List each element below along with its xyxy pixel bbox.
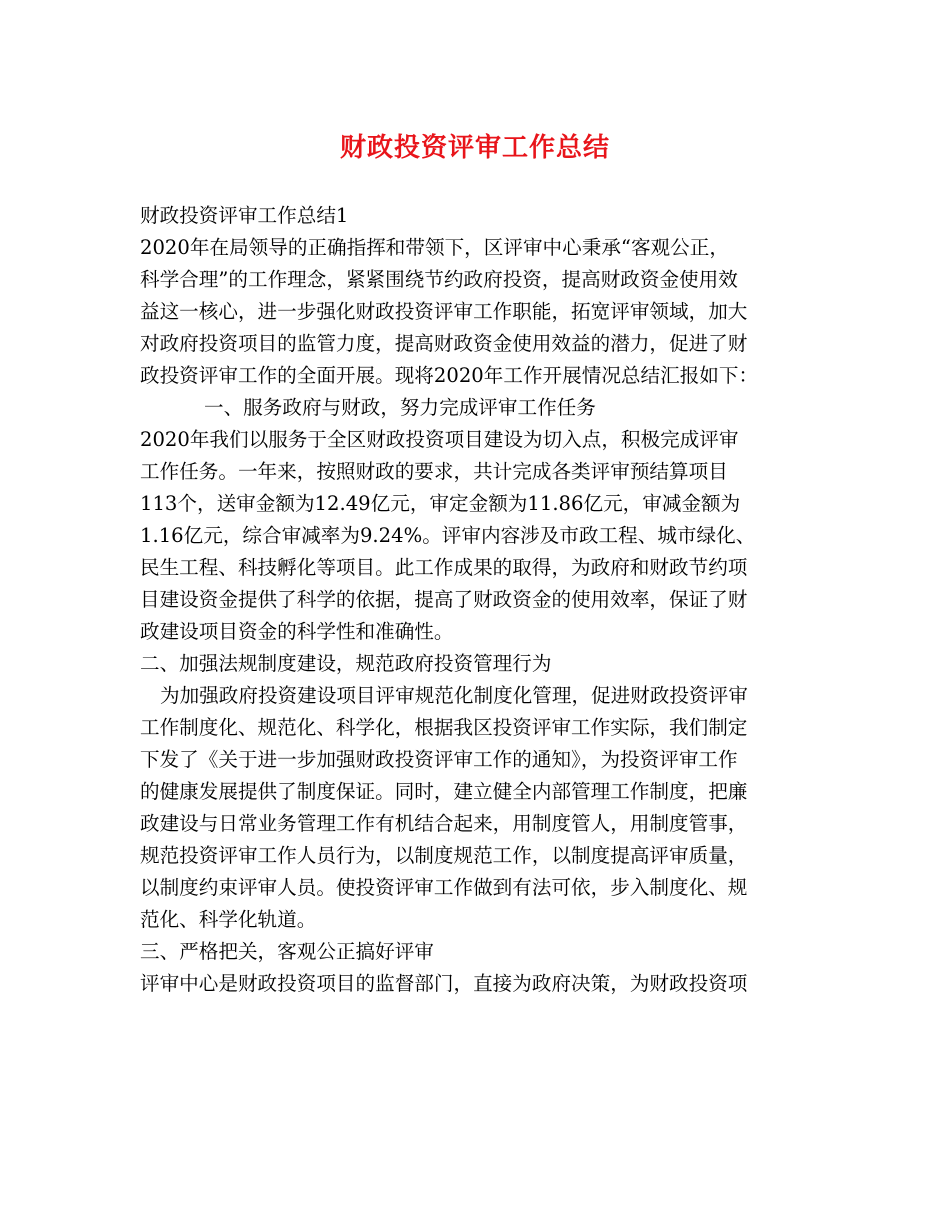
paragraph-line: 以制度约束评审人员。使投资评审工作做到有法可依，步入制度化、规 [140, 876, 748, 899]
document-body [140, 200, 830, 1000]
paragraph-line: 的健康发展提供了制度保证。同时，建立健全内部管理工作制度，把廉 [140, 780, 748, 803]
paragraph-line: 政投资评审工作的全面开展。现将2020年工作开展情况总结汇报如下： [140, 364, 759, 387]
section-heading-3: 三、严格把关，客观公正搞好评审 [140, 940, 434, 963]
paragraph-line: 为加强政府投资建设项目评审规范化制度化管理，促进财政投资评审 [160, 684, 748, 707]
paragraph-line: 工作任务。一年来，按照财政的要求，共计完成各类评审预结算项目 [140, 460, 728, 483]
paragraph-line: 评审中心是财政投资项目的监督部门，直接为政府决策，为财政投资项 [140, 972, 748, 995]
paragraph-line: 民生工程、科技孵化等项目。此工作成果的取得，为政府和财政节约项 [140, 556, 748, 579]
paragraph-line: 2020年我们以服务于全区财政投资项目建设为切入点，积极完成评审 [140, 428, 739, 451]
paragraph-line: 下发了《关于进一步加强财政投资评审工作的通知》，为投资评审工作 [140, 748, 738, 771]
paragraph-line: 对政府投资项目的监管力度，提高财政资金使用效益的潜力，促进了财 [140, 332, 748, 355]
section-heading-2: 二、加强法规制度建设，规范政府投资管理行为 [140, 652, 552, 675]
paragraph-line: 政建设与日常业务管理工作有机结合起来，用制度管人，用制度管事， [140, 812, 748, 835]
document-title: 财政投资评审工作总结 [339, 133, 610, 163]
paragraph-line: 1.16亿元，综合审减率为9.24%。评审内容涉及市政工程、城市绿化、 [140, 524, 756, 547]
paragraph-line: 范化、科学化轨道。 [140, 908, 317, 931]
paragraph-line: 2020年在局领导的正确指挥和带领下，区评审中心秉承“客观公正， [140, 236, 729, 259]
paragraph-line: 113个，送审金额为12.49亿元，审定金额为11.86亿元，审减金额为 [140, 492, 741, 515]
paragraph-line: 益这一核心，进一步强化财政投资评审工作职能，拓宽评审领域，加大 [140, 300, 748, 323]
paragraph-line: 科学合理”的工作理念，紧紧围绕节约政府投资，提高财政资金使用效 [140, 268, 738, 291]
paragraph-line: 工作制度化、规范化、科学化，根据我区投资评审工作实际，我们制定 [140, 716, 748, 739]
section-subtitle: 财政投资评审工作总结1 [140, 204, 349, 227]
section-heading-1: 一、服务政府与财政，努力完成评审工作任务 [204, 396, 596, 419]
paragraph-line: 政建设项目资金的科学性和准确性。 [140, 620, 454, 643]
paragraph-line: 目建设资金提供了科学的依据，提高了财政资金的使用效率，保证了财 [140, 588, 748, 611]
paragraph-line: 规范投资评审工作人员行为，以制度规范工作，以制度提高评审质量， [140, 844, 748, 867]
